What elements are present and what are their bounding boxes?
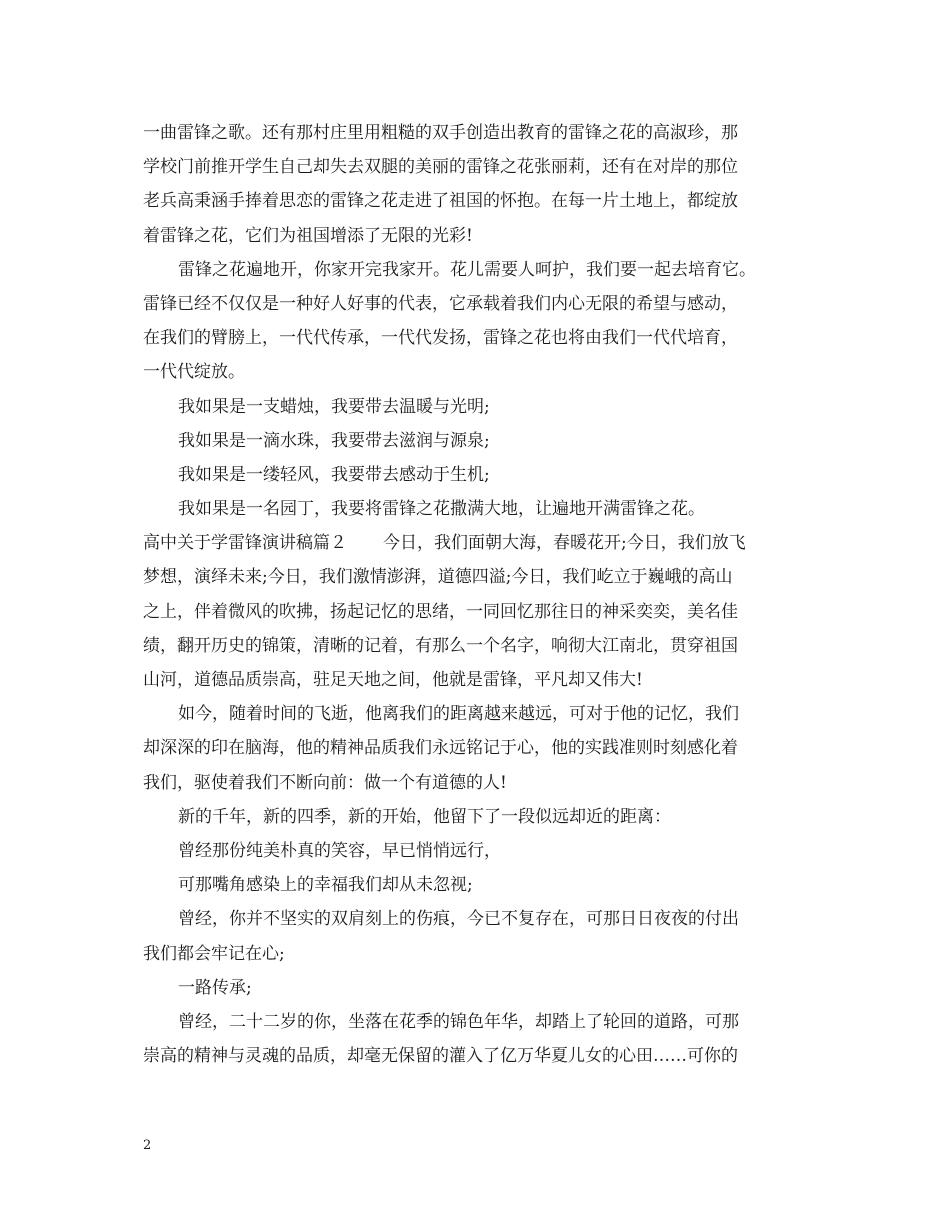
text-line: 学校门前推开学生自己却失去双腿的美丽的雷锋之花张丽莉，还有在对岸的那位	[143, 157, 738, 178]
text-line: 山河，道德品质崇高，驻足天地之间，他就是雷锋，平凡却又伟大!	[143, 670, 643, 690]
text-line: 曾经，你并不坚实的双肩刻上的伤痕，今已不复存在，可那日日夜夜的付出	[178, 909, 739, 930]
text-line: 一代代绽放。	[143, 362, 245, 383]
text-line: 绩，翻开历史的锦策，清晰的记着，有那么一个名字，响彻大江南北，贯穿祖国	[143, 635, 738, 656]
text-line: 却深深的印在脑海，他的精神品质我们永远铭记于心，他的实践准则时刻感化着	[143, 738, 738, 759]
text-line: 曾经，二十二岁的你，坐落在花季的锦色年华，却踏上了轮回的道路，可那	[178, 1011, 739, 1032]
body-text	[143, 116, 823, 1073]
text-line: 一曲雷锋之歌。还有那村庄里用粗糙的双手创造出教育的雷锋之花的高淑珍，那	[143, 123, 738, 143]
text-line: 梦想，演绎未来;今日，我们激情澎湃，道德四溢;今日，我们屹立于巍峨的高山	[143, 567, 733, 588]
text-line: 可那嘴角感染上的幸福我们却从未忽视;	[178, 875, 473, 896]
section-heading: 高中关于学雷锋演讲稿篇２	[143, 533, 347, 554]
page-number: 2	[143, 1138, 152, 1153]
text-line: 曾经那份纯美朴真的笑容，早已悄悄远行，	[178, 840, 501, 861]
text-line: 崇高的精神与灵魂的品质，却毫无保留的灌入了亿万华夏儿女的心田……可你的	[143, 1046, 738, 1067]
text-line: 之上，伴着微风的吹拂，扬起记忆的思绪，一同回忆那往日的神采奕奕，美名佳	[143, 601, 738, 622]
text-line: 老兵高秉涵手捧着思恋的雷锋之花走进了祖国的怀抱。在每一片土地上，都绽放	[143, 191, 738, 212]
text-line: 着雷锋之花，它们为祖国增添了无限的光彩!	[143, 225, 473, 246]
text-line: 雷锋之花遍地开，你家开完我家开。花儿需要人呵护，我们要一起去培育它。	[178, 259, 756, 280]
text-line: 新的千年，新的四季，新的开始，他留下了一段似远却近的距离：	[178, 806, 671, 827]
text-line: 今日，我们面朝大海，春暖花开;今日，我们放飞	[383, 533, 746, 554]
text-line: 我如果是一缕轻风，我要带去感动于生机;	[178, 464, 490, 485]
text-line: 我如果是一滴水珠，我要带去滋润与源泉;	[178, 430, 490, 451]
text-line: 我如果是一名园丁，我要将雷锋之花撒满大地，让遍地开满雷锋之花。	[178, 499, 705, 520]
text-line: 我如果是一支蜡烛，我要带去温暖与光明;	[178, 396, 490, 417]
text-line: 在我们的臂膀上，一代代传承，一代代发扬，雷锋之花也将由我们一代代培育，	[143, 328, 738, 349]
text-line: 雷锋已经不仅仅是一种好人好事的代表，它承载着我们内心无限的希望与感动，	[143, 293, 738, 314]
section-heading-line	[143, 526, 823, 560]
text-line: 一路传承;	[178, 977, 252, 998]
text-line: 我们，驱使着我们不断向前：做一个有道德的人!	[143, 772, 507, 793]
text-line: 如今，随着时间的飞逝，他离我们的距离越来越远，可对于他的记忆，我们	[178, 704, 739, 725]
text-line: 我们都会牢记在心;	[143, 943, 285, 964]
